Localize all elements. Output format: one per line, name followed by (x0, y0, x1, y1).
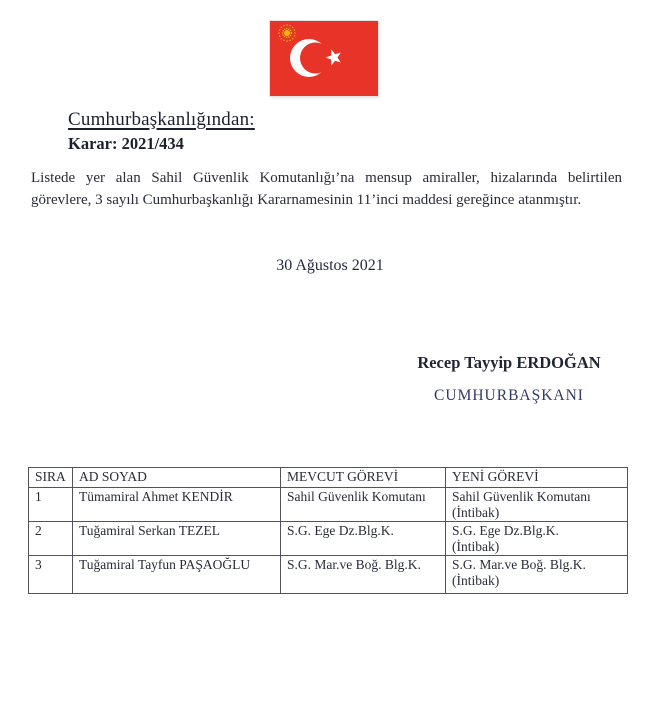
new-duty-line1: S.G. Mar.ve Boğ. Blg.K. (452, 557, 586, 572)
header-sira: SIRA (29, 468, 73, 488)
decree-date: 30 Ağustos 2021 (276, 257, 384, 274)
cell-new-duty (446, 556, 628, 594)
president-title: CUMHURBAŞKANI (434, 387, 584, 404)
appointments-table (28, 467, 628, 594)
cell-current-duty: S.G. Ege Dz.Blg.K. (281, 522, 446, 556)
table-header-row (29, 468, 628, 488)
decision-number: Karar: 2021/434 (68, 134, 184, 153)
turkish-presidential-flag-image (270, 21, 378, 96)
cell-name: Tuğamiral Serkan TEZEL (73, 522, 281, 556)
cell-name: Tuğamiral Tayfun PAŞAOĞLU (73, 556, 281, 594)
new-duty-line2: (İntibak) (452, 572, 500, 588)
president-name: Recep Tayyip ERDOĞAN (417, 353, 601, 372)
header-yeni-gorevi: YENİ GÖREVİ (446, 468, 628, 488)
header-ad-soyad: AD SOYAD (73, 468, 281, 488)
cell-new-duty (446, 488, 628, 522)
new-duty-line2: (İntibak) (452, 504, 500, 520)
cell-current-duty: S.G. Mar.ve Boğ. Blg.K. (281, 556, 446, 594)
flag-graphic (270, 21, 378, 96)
cell-no: 1 (29, 488, 73, 522)
cell-new-duty (446, 522, 628, 556)
cell-no: 3 (29, 556, 73, 594)
signature-block (378, 353, 640, 405)
cell-current-duty: Sahil Güvenlik Komutanı (281, 488, 446, 522)
cell-no: 2 (29, 522, 73, 556)
new-duty-line1: S.G. Ege Dz.Blg.K. (452, 523, 559, 538)
decree-body-text: Listede yer alan Sahil Güvenlik Komutanlığı’na mensup amiraller, hizalarında belirtilen görevlere, 3 sayılı Cumhurbaşkanlığı Kararnamesinin 11’inci maddesi gereğince atanmıştır. (31, 170, 622, 208)
table-row (29, 522, 628, 556)
issuer-heading: Cumhurbaşkanlığından: (68, 109, 255, 130)
table-row (29, 488, 628, 522)
new-duty-line1: Sahil Güvenlik Komutanı (452, 489, 591, 504)
table-row (29, 556, 628, 594)
new-duty-line2: (İntibak) (452, 538, 500, 554)
cell-name: Tümamiral Ahmet KENDİR (73, 488, 281, 522)
header-mevcut-gorevi: MEVCUT GÖREVİ (281, 468, 446, 488)
